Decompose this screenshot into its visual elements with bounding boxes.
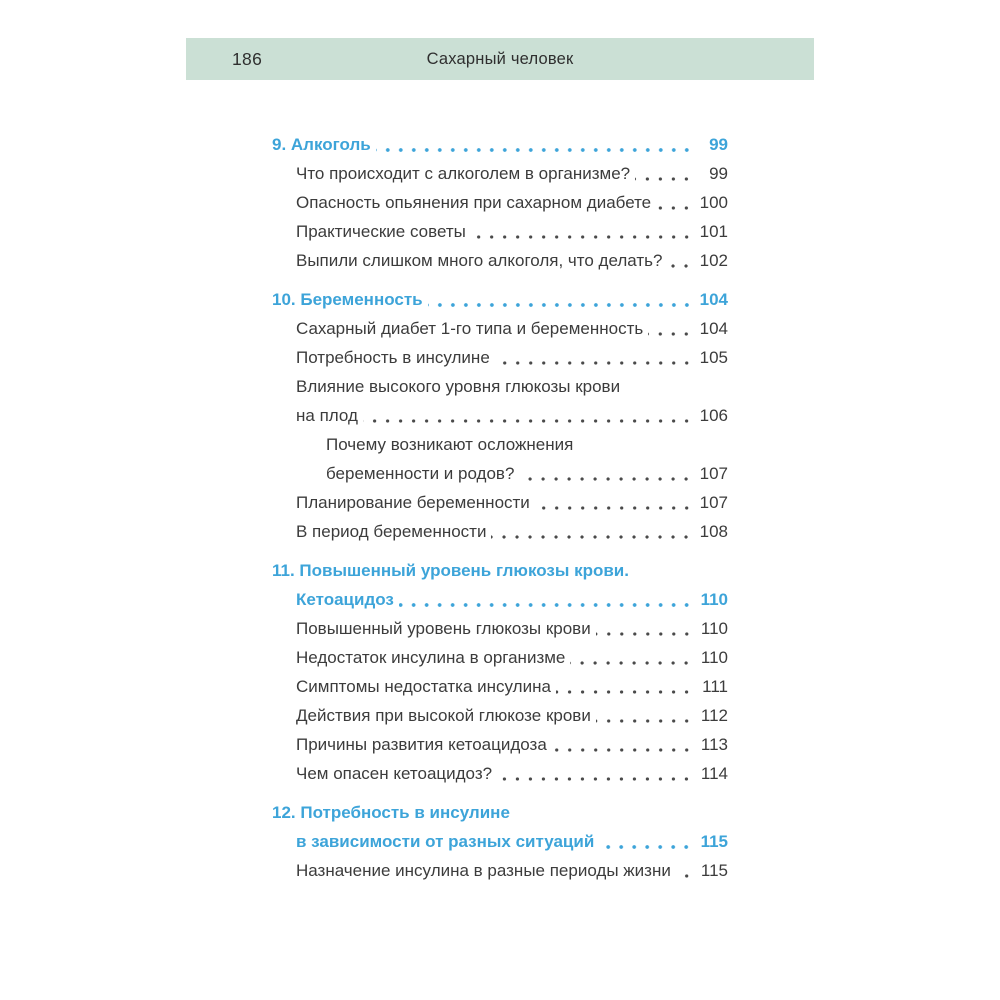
toc-page-number: 107: [699, 493, 728, 512]
toc-entry-line: [296, 372, 728, 401]
toc-entry-text: Чем опасен кетоацидоз?: [296, 764, 493, 783]
toc-page-number: 112: [700, 706, 728, 725]
toc-entry: [272, 643, 728, 672]
dot-leader: [570, 643, 693, 672]
folio-page-number: 186: [232, 48, 263, 69]
toc-page-number: 105: [699, 348, 728, 367]
toc-page-number: 110: [700, 590, 728, 609]
toc-entry-line: [296, 517, 728, 546]
toc-entry-line: [296, 488, 728, 517]
toc-entry: [272, 159, 728, 188]
toc-entry-text: Почему возникают осложнения: [326, 435, 574, 454]
toc-entry: [272, 517, 728, 546]
dot-leader: [535, 488, 693, 517]
dot-leader: [497, 759, 693, 788]
page-header: [186, 38, 814, 80]
dot-leader: [676, 856, 693, 885]
toc-entry-text: Опасность опьянения при сахарном диабете: [296, 193, 652, 212]
toc-entry: [272, 343, 728, 372]
toc-entry-text: Кетоацидоз: [296, 590, 394, 609]
toc-entry-line: [296, 246, 728, 275]
toc-entry: [272, 730, 728, 759]
toc-entry-text: на плод: [296, 406, 358, 425]
toc-entry-text: в зависимости от разных ситуаций: [296, 832, 595, 851]
dot-leader: [519, 459, 693, 488]
toc-entry: [272, 672, 728, 701]
toc-entry-text: беременности и родов?: [326, 464, 515, 483]
toc-page-number: 100: [699, 193, 728, 212]
toc-page-number: 101: [699, 222, 728, 241]
toc-entry-text: 11. Повышенный уровень глюкозы крови.: [272, 561, 629, 580]
toc-entry-line: [272, 130, 728, 159]
toc-page-number: 110: [700, 619, 728, 638]
dot-leader: [552, 730, 693, 759]
dot-leader: [491, 517, 693, 546]
dot-leader: [599, 827, 693, 856]
toc-entry-text: Симптомы недостатка инсулина: [296, 677, 551, 696]
dot-leader: [399, 585, 693, 614]
dot-leader: [635, 159, 693, 188]
toc-entry: [272, 314, 728, 343]
toc-entry-text: Назначение инсулина в разные периоды жизни: [296, 861, 671, 880]
toc-entry-line: [272, 556, 728, 585]
dot-leader: [376, 130, 693, 159]
toc-entry-text: Потребность в инсулине: [296, 348, 490, 367]
toc-entry-line: [326, 459, 728, 488]
running-title: Сахарный человек: [426, 49, 574, 68]
toc-entry-text: В период беременности: [296, 522, 487, 541]
toc-entry: [272, 246, 728, 275]
toc-page-number: 99: [709, 135, 728, 154]
toc: [272, 130, 728, 885]
toc-entry: [272, 285, 728, 314]
toc-entry: [272, 217, 728, 246]
toc-entry-line: [296, 585, 728, 614]
toc-entry-text: Выпили слишком много алкоголя, что делать?: [296, 251, 663, 270]
toc-entry-text: Причины развития кетоацидоза: [296, 735, 547, 754]
toc-entry-line: [296, 614, 728, 643]
toc-entry-text: 12. Потребность в инсулине: [272, 803, 510, 822]
toc-page-number: 107: [699, 464, 728, 483]
toc-entry: [272, 430, 728, 488]
toc-entry-text: 9. Алкоголь: [272, 135, 371, 154]
dot-leader: [667, 246, 693, 275]
toc-entry: [272, 556, 728, 614]
toc-page-number: 115: [700, 832, 728, 851]
toc-entry: [272, 614, 728, 643]
toc-page-number: 115: [700, 861, 728, 880]
toc-entry-text: Планирование беременности: [296, 493, 530, 512]
toc-page-number: 113: [700, 735, 728, 754]
toc-entry: [272, 701, 728, 730]
toc-entry-text: Что происходит с алкоголем в организме?: [296, 164, 631, 183]
toc-page-number: 114: [700, 764, 728, 783]
toc-entry-text: Сахарный диабет 1-го типа и беременность: [296, 319, 644, 338]
dot-leader: [363, 401, 693, 430]
toc-page-number: 102: [699, 251, 728, 270]
toc-entry-text: 10. Беременность: [272, 290, 423, 309]
toc-entry-line: [326, 430, 728, 459]
toc-page-number: 110: [700, 648, 728, 667]
toc-entry-line: [296, 759, 728, 788]
dot-leader: [656, 188, 693, 217]
toc-entry-line: [296, 643, 728, 672]
dot-leader: [428, 285, 693, 314]
toc-entry: [272, 372, 728, 430]
dot-leader: [648, 314, 693, 343]
toc-page-number: 106: [699, 406, 728, 425]
toc-entry: [272, 188, 728, 217]
toc-entry-line: [296, 314, 728, 343]
toc-entry-line: [296, 827, 728, 856]
toc-entry-line: [296, 159, 728, 188]
toc-entry: [272, 130, 728, 159]
toc-entry-text: Недостаток инсулина в организме: [296, 648, 566, 667]
dot-leader: [556, 672, 693, 701]
toc-entry-line: [272, 798, 728, 827]
toc-entry: [272, 856, 728, 885]
toc-page-number: 108: [699, 522, 728, 541]
toc-entry-line: [296, 701, 728, 730]
toc-entry-text: Действия при высокой глюкозе крови: [296, 706, 591, 725]
toc-entry: [272, 759, 728, 788]
toc-page-number: 104: [699, 319, 728, 338]
dot-leader: [596, 701, 693, 730]
dot-leader: [596, 614, 693, 643]
dot-leader: [495, 343, 693, 372]
toc-entry-line: [296, 188, 728, 217]
toc-entry-line: [296, 730, 728, 759]
toc-entry-line: [296, 401, 728, 430]
toc-entry-line: [296, 856, 728, 885]
toc-entry-line: [296, 343, 728, 372]
toc-page-number: 104: [699, 290, 728, 309]
toc-entry-line: [296, 672, 728, 701]
toc-entry-line: [272, 285, 728, 314]
toc-page-number: 111: [702, 677, 728, 696]
toc-entry-text: Практические советы: [296, 222, 466, 241]
toc-page-number: 99: [709, 164, 728, 183]
toc-entry-text: Влияние высокого уровня глюкозы крови: [296, 377, 621, 396]
toc-entry: [272, 798, 728, 856]
toc-entry-line: [296, 217, 728, 246]
dot-leader: [471, 217, 693, 246]
toc-entry: [272, 488, 728, 517]
toc-entry-text: Повышенный уровень глюкозы крови: [296, 619, 591, 638]
